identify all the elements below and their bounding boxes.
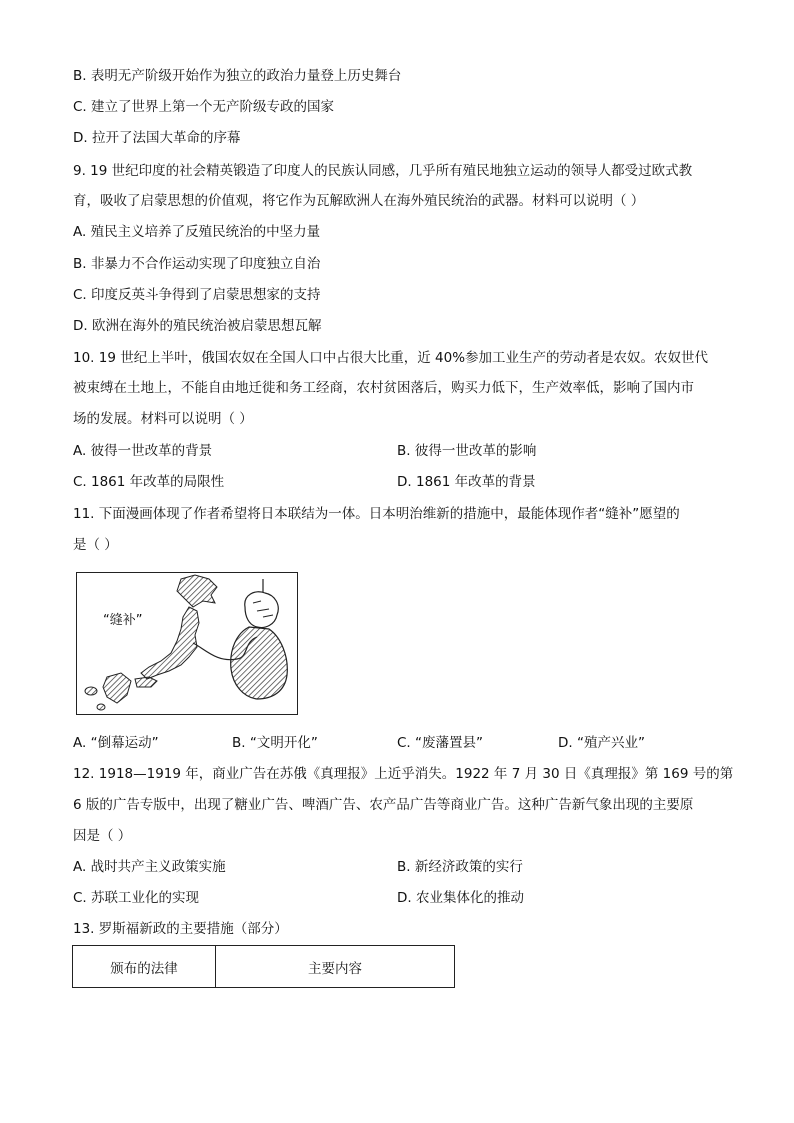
q12-option-c: C. 苏联工业化的实现 (73, 890, 200, 906)
q8-option-c: C. 建立了世界上第一个无产阶级专政的国家 (73, 99, 335, 115)
q10-option-a: A. 彼得一世改革的背景 (73, 443, 213, 459)
sewer-body (231, 627, 288, 699)
q9-option-c: C. 印度反英斗争得到了启蒙思想家的支持 (73, 287, 321, 303)
q10-stem-line-3: 场的发展。材料可以说明（ ） (73, 411, 253, 427)
q9-option-a: A. 殖民主义培养了反殖民统治的中坚力量 (73, 224, 321, 240)
q9-option-d: D. 欧洲在海外的殖民统治被启蒙思想瓦解 (73, 318, 322, 334)
table-header-row (73, 946, 455, 988)
q10-stem-line-2: 被束缚在土地上，不能自由地迁徙和务工经商，农村贫困落后，购买力低下，生产效率低，影响了国内市 (73, 380, 694, 396)
q10-stem-line-1: 10. 19 世纪上半叶，俄国农奴在全国人口中占很大比重，近 40%参加工业生产的劳动者是农奴。农奴世代 (73, 350, 709, 366)
cartoon-drawing (77, 573, 297, 714)
q8-option-d: D. 拉开了法国大革命的序幕 (73, 130, 241, 146)
q11-stem-line-2: 是（ ） (73, 537, 118, 553)
q10-option-d: D. 1861 年改革的背景 (397, 474, 536, 490)
q9-stem-line-2: 育，吸收了启蒙思想的价值观，将它作为瓦解欧洲人在海外殖民统治的武器。材料可以说明（ ） (73, 193, 645, 209)
q12-stem-line-2: 6 版的广告专版中，出现了糖业广告、啤酒广告、农产品广告等商业广告。这种广告新气象出现的主要原 (73, 797, 694, 813)
table-header-law: 颁布的法律 (73, 946, 216, 988)
q11-option-a: A. “倒幕运动” (73, 735, 159, 751)
q10-option-b: B. 彼得一世改革的影响 (397, 443, 537, 459)
q11-option-d: D. “殖产兴业” (558, 735, 645, 751)
island-shape (85, 687, 97, 695)
q11-stem-line-1: 11. 下面漫画体现了作者希望将日本联结为一体。日本明治维新的措施中，最能体现作者“缝补”愿望的 (73, 506, 680, 522)
shikoku-shape (135, 677, 157, 687)
kyushu-shape (103, 673, 131, 703)
hokkaido-shape (177, 575, 217, 607)
q11-option-b: B. “文明开化” (232, 735, 318, 751)
cartoon-caption: “缝补” (103, 613, 143, 628)
q12-option-a: A. 战时共产主义政策实施 (73, 859, 226, 875)
honshu-shape (141, 607, 199, 679)
q12-stem-line-3: 因是（ ） (73, 828, 132, 844)
new-deal-table (72, 945, 455, 988)
q9-stem-line-1: 9. 19 世纪印度的社会精英锻造了印度人的民族认同感，几乎所有殖民地独立运动的领导人都受过欧式教 (73, 163, 693, 179)
q9-option-b: B. 非暴力不合作运动实现了印度独立自治 (73, 256, 321, 272)
q12-option-b: B. 新经济政策的实行 (397, 859, 523, 875)
q10-option-c: C. 1861 年改革的局限性 (73, 474, 225, 490)
cartoon-japan-stitching (76, 572, 298, 715)
q12-stem-line-1: 12. 1918—1919 年，商业广告在苏俄《真理报》上近乎消失。1922 年 7 月 30 日《真理报》第 169 号的第 (73, 766, 734, 782)
q11-option-c: C. “废藩置县” (397, 735, 483, 751)
q8-option-b: B. 表明无产阶级开始作为独立的政治力量登上历史舞台 (73, 68, 402, 84)
island-shape (97, 704, 105, 710)
sewer-head (245, 592, 278, 628)
table-header-content: 主要内容 (216, 946, 455, 988)
q12-option-d: D. 农业集体化的推动 (397, 890, 524, 906)
q13-stem: 13. 罗斯福新政的主要措施（部分） (73, 921, 288, 937)
